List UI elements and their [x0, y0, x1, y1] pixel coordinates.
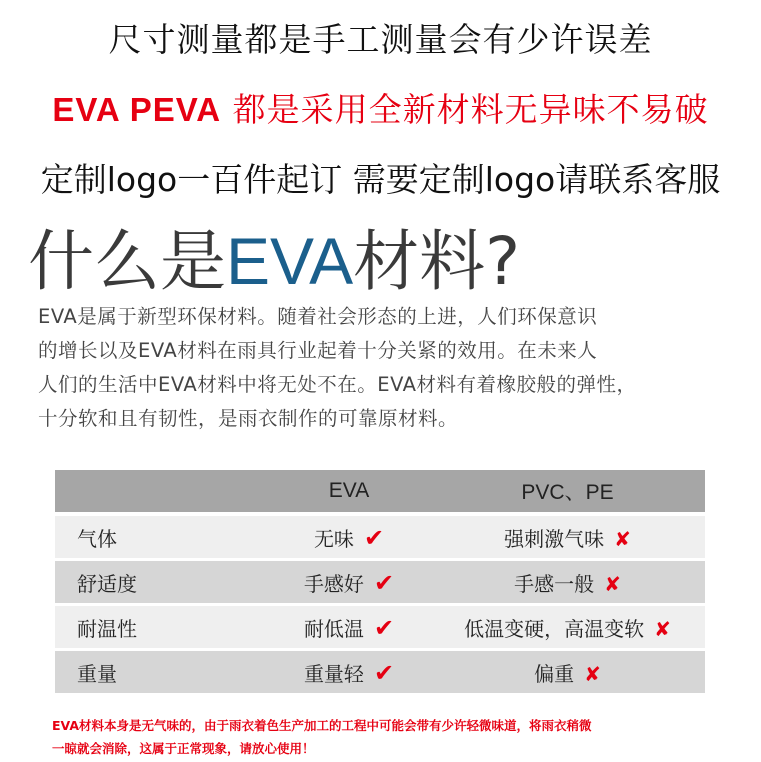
comparison-table — [55, 470, 705, 696]
table-header-row — [55, 470, 705, 516]
pvc-cell — [430, 516, 705, 561]
odor-note — [52, 714, 732, 760]
eva-cell — [268, 561, 430, 606]
row-label: 重量 — [55, 651, 268, 696]
note-line: EVA材料本身是无气味的，由于雨衣着色生产加工的工程中可能会带有少许轻微味道，将雨衣稍微 — [52, 718, 592, 733]
check-icon: ✔ — [373, 568, 395, 597]
eva-cell — [268, 651, 430, 696]
eva-cell — [268, 606, 430, 651]
table-row — [55, 516, 705, 561]
material-notice — [0, 84, 761, 131]
table-row — [55, 651, 705, 696]
description-line: 人们的生活中EVA材料中将无处不在。EVA材料有着橡胶般的弹性， — [38, 373, 637, 396]
pvc-cell — [430, 651, 705, 696]
eva-value: 耐低温 — [303, 616, 364, 641]
header-eva: EVA — [268, 470, 430, 516]
section-heading — [28, 208, 520, 303]
check-icon: ✔ — [363, 523, 385, 552]
pvc-cell — [430, 606, 705, 651]
table-row — [55, 561, 705, 606]
description-line: EVA是属于新型环保材料。随着社会形态的上进，人们环保意识 — [38, 305, 598, 328]
header-pvc: PVC、PE — [430, 470, 705, 516]
measurement-notice: 尺寸测量都是手工测量会有少许误差 — [108, 20, 653, 59]
eva-value: 手感好 — [303, 571, 364, 596]
row-label: 气体 — [55, 516, 268, 561]
heading-prefix: 什么是 — [28, 223, 226, 300]
check-icon: ✔ — [373, 613, 395, 642]
table-row — [55, 606, 705, 651]
material-name: EVA PEVA — [52, 91, 222, 128]
custom-logo-notice: 定制logo一百件起订 需要定制logo请联系客服 — [40, 160, 721, 199]
cross-icon: ✘ — [654, 616, 671, 641]
heading-suffix: 材料? — [353, 223, 521, 300]
check-icon: ✔ — [373, 658, 395, 687]
material-claim: 都是采用全新材料无异味不易破 — [221, 90, 709, 129]
note-line: 一晾就会消除，这属于正常现象，请放心使用！ — [52, 741, 315, 756]
row-label: 耐温性 — [55, 606, 268, 651]
cross-icon: ✘ — [614, 526, 631, 551]
eva-cell — [268, 516, 430, 561]
pvc-value: 低温变硬，高温变软 — [464, 616, 645, 641]
cross-icon: ✘ — [604, 571, 621, 596]
eva-description — [38, 300, 738, 436]
eva-value: 无味 — [313, 526, 354, 551]
pvc-cell — [430, 561, 705, 606]
pvc-value: 强刺激气味 — [504, 526, 605, 551]
description-line: 十分软和且有韧性，是雨衣制作的可靠原材料。 — [38, 407, 459, 430]
header-blank — [55, 470, 268, 516]
pvc-value: 手感一般 — [514, 571, 595, 596]
heading-accent: EVA — [226, 224, 354, 298]
description-line: 的增长以及EVA材料在雨具行业起着十分关紧的效用。在未来人 — [38, 339, 598, 362]
row-label: 舒适度 — [55, 561, 268, 606]
cross-icon: ✘ — [584, 661, 601, 686]
eva-value: 重量轻 — [303, 661, 364, 686]
pvc-value: 偏重 — [534, 661, 575, 686]
